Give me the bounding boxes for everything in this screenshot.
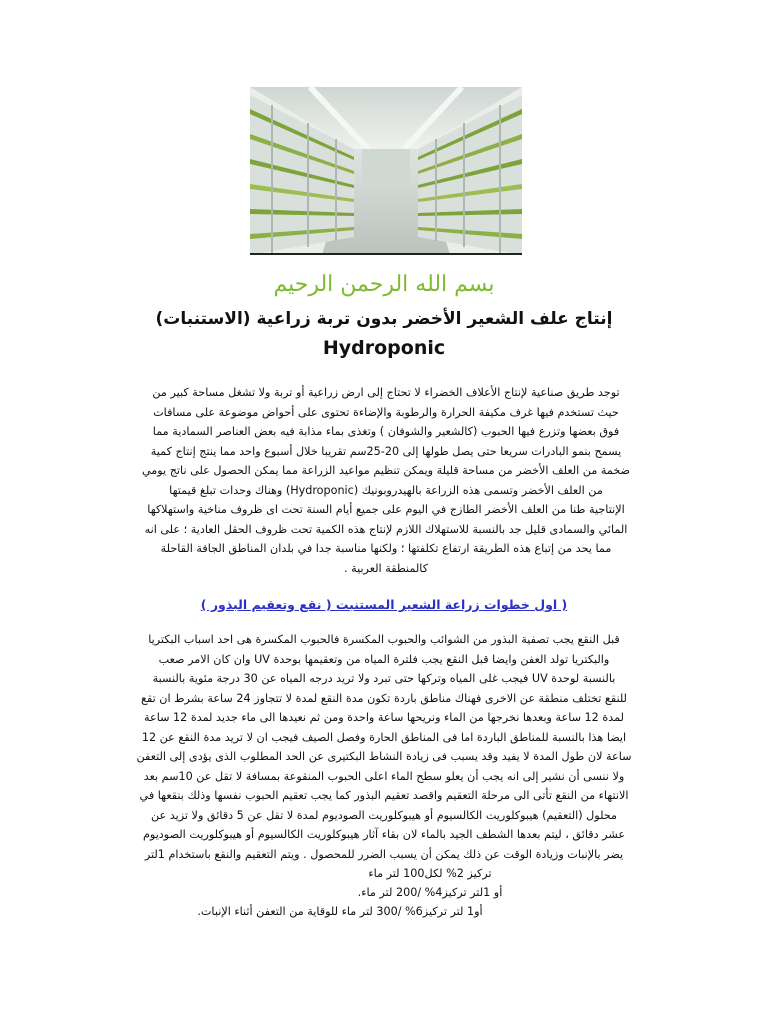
text-line: فوق بعضها وتزرع فيها الحبوب (كالشعير والشوفان ) وتغذى بماء مذابة فيه بعض العناصر السمادية مما [152,425,620,438]
text-line: توجد طريق صناعية لإنتاج الأعلاف الخضراء لا تحتاج إلى ارض زراعية أو تربة ولا تشغل مساحة كبير من [152,386,620,399]
text-line: كالمنطقة العربية . [343,561,429,575]
text-line: محلول (التعقيم) هيبوكلوريت الكالسيوم أو هيبوكلوريت الصوديوم لمدة لا تقل عن 5 دقائق ولا تزيد عن [150,808,618,822]
text-line: الانتهاء من النقع تأتى الى مرحلة التعقيم واقصد تعقيم البذور كما يجب تعقيم الحبوب نفسها وذلك بنقعها في [139,789,629,802]
text-line: من العلف الأخضر وتسمى هذه الزراعة بالهيدروبونيك (Hydroponic) وهناك وحدات تبلغ قيمتها [169,483,603,497]
text-line: ساعة لان طول المدة لا يفيد وقد يسبب فى زيادة النشاط البكتيرى عن الحد المطلوب الذى يؤدى إلى التعفن [136,750,632,763]
text-line: والبكتريا تولد العفن وايضا قبل النقع يجب فلترة المياه من وتعقيمها بوحدة UV وان كان الامر صعب [158,652,610,666]
text-line: لمدة 12 ساعة وبعدها نخرجها من الماء ونريحها ساعة واحدة ومن ثم نعيدها الى ماء جديد لمدة 12 ساعة [144,711,624,724]
page-title-arabic: إنتاج علف الشعير الأخضر بدون تربة زراعية (الاستنبات) [155,309,613,329]
text-line: الإنتاجية طنا من العلف الأخضر الطازج في اليوم على جميع أيام السنة تحت اى ظروف مناخية واستهلاكها [147,503,625,516]
steps-paragraph [108,630,660,864]
concentration-line: أو1 لتر تركيز6% /300 لتر ماء للوقاية من التعفن أثناء الإنبات. [197,905,483,918]
text-line: حيث تستخدم فيها غرف مكيفة الحرارة والرطوبة والإضاءة تحتوى على أحواض موضوعة على مسافات [153,405,619,419]
text-line: ايضا هذا بالنسبة للمناطق الباردة اما فى المناطق الحارة وفصل الصيف فيجب ان لا تريد مدة النقع عن 12 [141,730,627,744]
text-line: قبل النقع يجب تصفية البذور من الشوائب والحبوب المكسرة فالحبوب المكسرة هى احد اسباب البكتريا [148,633,620,646]
basmala-heading: بسم الله الرحمن الرحيم [273,272,495,297]
intro-paragraph [112,383,660,578]
text-line: المائي والسمادى قليل جد بالنسبة للاستهلاك اللازم لإنتاج هذه الكمية تحت ظروف الحقل العادية ؛ على انه [144,522,628,536]
text-line: بالنسبة لوحدة UV فيجب غلى المياه وتركها حتى تبرد ولا تريد درجه المياه عن 30 درجة مئوية بالنسبة [152,672,616,685]
page-title-english: Hydroponic [322,337,446,359]
text-line: للنقع تختلف منطقة عن الاخرى فهناك مناطق باردة تكون مدة النقع لمدة لا تتجاوز 24 ساعة بشرط ان تقع [141,691,627,705]
concentration-line: تركيز 2% لكل100 لتر ماء [368,867,492,880]
text-line: عشر دقائق ، ليتم بعدها الشطف الجيد بالماء لان بقاء آثار هيبوكلوريت الكالسيوم أو هيبوكلوريت الصوديوم [142,828,625,841]
text-line: يسمح بنمو البادرات سريعا حتى يصل طولها إلى 20-25سم تقريبا خلال أسبوع واحد مما ينتج إنتاج كمية [150,444,622,458]
header-photo [250,87,522,255]
section-heading-link[interactable]: ( اول خطوات زراعة الشعير المستنبت ( نقع وتعقيم البذور ) [200,597,568,612]
text-line: مما يحد من إتباع هذه الطريقة ارتفاع تكلفتها ؛ ولكنها مناسبة جدا في بلدان المناطق الجافة القاحلة [160,542,612,555]
text-line: ولا ننسى أن نشير إلى انه يجب أن يعلو سطح الماء اعلى الحبوب المنقوعة بمسافة لا تقل عن 10سم بعد [143,769,625,783]
text-line: ضخمة من العلف الأخضر من مساحة قليلة ويمكن تنظيم مواعيد الزراعة مما يمكن الحصول على ناتج يومي [141,464,631,477]
text-line: يضر بالإنبات وزيادة الوقت عن ذلك يمكن أن يسبب الضرر للمحصول . ويتم التعقيم والنقع باستخدام 1لتر [144,847,624,861]
concentration-line: أو 1لتر تركيز4% /200 لتر ماء. [357,886,503,899]
